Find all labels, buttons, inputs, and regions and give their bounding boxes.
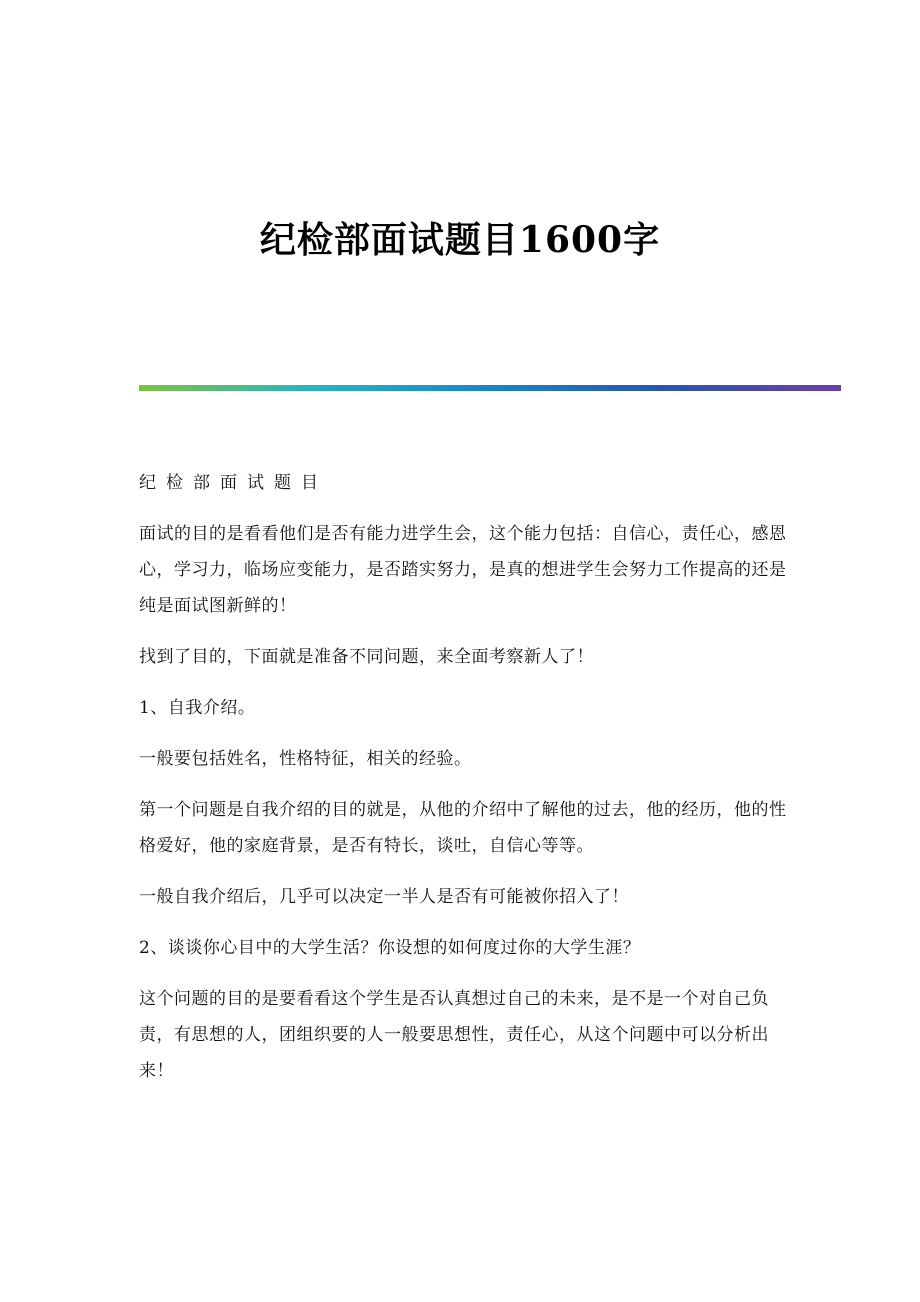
question-1-purpose: 第一个问题是自我介绍的目的就是，从他的介绍中了解他的过去，他的经历，他的性格爱好，他的家庭背景，是否有特长，谈吐，自信心等等。 bbox=[139, 800, 787, 856]
document-body bbox=[139, 465, 789, 1104]
paragraph-goal: 找到了目的，下面就是准备不同问题，来全面考察新人了！ bbox=[139, 647, 594, 667]
question-2-purpose: 这个问题的目的是要看看这个学生是否认真想过自己的未来，是不是一个对自己负责，有思想的人，团组织要的人一般要思想性，责任心，从这个问题中可以分析出来！ bbox=[139, 989, 769, 1081]
question-1-content: 一般要包括姓名，性格特征，相关的经验。 bbox=[139, 749, 472, 769]
question-1-title: 1、自我介绍。 bbox=[139, 698, 256, 718]
paragraph-purpose: 面试的目的是看看他们是否有能力进学生会，这个能力包括：自信心，责任心，感恩心，学习力，临场应变能力，是否踏实努力，是真的想进学生会努力工作提高的还是纯是面试图新鲜的！ bbox=[139, 524, 787, 616]
section-heading: 纪检部面试题目 bbox=[139, 473, 328, 493]
document-title: 纪检部面试题目1600字 bbox=[259, 219, 661, 261]
question-2-title: 2、谈谈你心目中的大学生活？你设想的如何度过你的大学生涯？ bbox=[139, 938, 641, 958]
gradient-divider bbox=[139, 385, 841, 391]
question-1-conclusion: 一般自我介绍后，几乎可以决定一半人是否有可能被你招入了！ bbox=[139, 887, 629, 907]
